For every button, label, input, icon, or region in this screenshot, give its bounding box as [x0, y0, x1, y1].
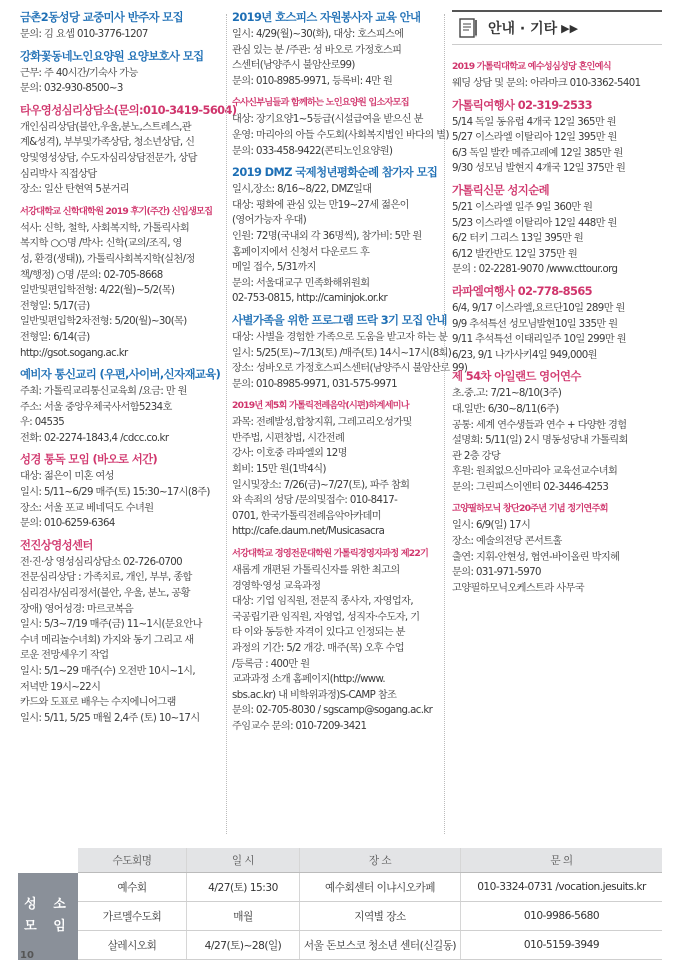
notice-line: 대상: 기업 임직원, 전문직 종사자, 자영업자, [232, 596, 414, 608]
section-header [452, 10, 662, 45]
notice-line: 6/3 독일 발칸 메쥬고레예 12일 385만 원 [452, 147, 623, 159]
table-cell: 예수회 [78, 873, 187, 902]
notice-line: 6/23, 9/1 나가사키4일 949,000원 [452, 349, 597, 361]
table-row [18, 931, 662, 960]
notice-section [20, 367, 220, 446]
notice-line: 주임교수 문의: 010-7209-3421 [232, 720, 367, 732]
notice-line: (영어가능자 우대) [232, 215, 307, 227]
notice-line: 복지학 ○○명 /박사: 신학(교의/조직, 영 [20, 238, 182, 250]
notice-line: 장소: 성바오로 가정호스피스센터(남양주시 불암산로 99) [232, 363, 468, 375]
notice-line: 문의: 010-8985-9971, 031-575-9971 [232, 378, 398, 390]
notice-line: 스센터(남양주시 불암산로99) [232, 60, 355, 72]
notice-line: 웨딩 상담 및 문의: 아라마크 010-3362-5401 [452, 78, 641, 89]
notice-title: 강화꽃동네노인요양원 요양보호사 모집 [20, 48, 204, 63]
notice-line: 일시: 5/11, 5/25 매월 2,4주 (토) 10~17시 [20, 712, 200, 724]
column-right [452, 10, 662, 602]
table-header-cell: 장 소 [300, 848, 461, 873]
notice-line: 경영학·영성 교육과정 [232, 580, 321, 592]
notice-line: 로운 전망세우기 작업 [20, 650, 109, 662]
notice-line: 문의: 031-971-5970 [452, 567, 541, 579]
table-cell: 매월 [187, 902, 300, 931]
notice-line: 일시: 5/3~7/19 매주(금) 11~1시(문요안나 [20, 619, 202, 631]
notice-section [20, 452, 220, 531]
notice-line: 문의: 김 요셉 010-3776-1207 [20, 29, 148, 40]
notice-section [20, 538, 220, 727]
notice-list [452, 59, 662, 596]
table-cell: 가르멜수도회 [78, 902, 187, 931]
notice-title: 고양필하모닉 창단20주년 기념 정기연주회 [452, 503, 608, 515]
notice-title: 예비자 통신교리 (우편,사이버,신자재교육) [20, 367, 221, 382]
notice-line: 일시: 4/29(월)~30(화), 대상: 호스피스에 [232, 29, 404, 40]
notice-section [452, 183, 662, 278]
notice-line: 9/30 성모님 발현지 4개국 12일 375만 원 [452, 163, 626, 175]
table-header-row [18, 848, 662, 873]
notice-title: 2019년 제5회 가톨릭전례음악(시편)하계세미나 [232, 400, 409, 412]
notice-line: 5/21 이스라엘 일주 9일 360만 원 [452, 201, 593, 213]
notice-title: 금촌2동성당 교중미사 반주자 모집 [20, 10, 184, 24]
table-cell: 010-3324-0731 /vocation.jesuits.kr [461, 873, 663, 902]
notice-line: 주최: 가톨릭교리통신교육회 /요금: 만 원 [20, 386, 187, 398]
notice-line: 대.일반: 6/30~8/11(6주) [452, 403, 559, 415]
notice-line: 과정의 기간: 5/2 개강. 매주(목) 오후 수업 [232, 643, 405, 654]
notice-line: 문의: 서울대교구 민족화해위원회 [232, 277, 370, 289]
notice-line: 전형일: 5/17(금) [20, 300, 90, 312]
notice-line: 9/11 추석특선 이태리일주 10일 299만 원 [452, 334, 626, 346]
notice-line: 일시,장소: 8/16~8/22, DMZ일대 [232, 184, 372, 196]
notice-line: 문의: 033-458-9422(콘티노인요양원) [232, 145, 393, 157]
notice-line: 전형일: 6/14(금) [20, 331, 90, 343]
notice-title: 서강대학교 신학대학원 2019 후기(주간) 신입생모집 [20, 205, 213, 217]
notice-section [232, 10, 438, 89]
notice-line: 6/4, 9/17 이스라엘,요르단10일 289만 원 [452, 302, 625, 314]
notice-line: 수녀 메리놀수녀회) 가지와 동기 그리고 새 [20, 634, 194, 646]
notice-line: 일반및편입학전형: 4/22(월)~5/2(목) [20, 285, 175, 297]
notice-section [232, 398, 438, 540]
table-cell: 서울 돈보스코 청소년 센터(신길동) [300, 931, 461, 960]
notice-line: 새롭게 개편된 가톨릭신자를 위한 최고의 [232, 565, 400, 577]
vocation-meetings-table [18, 848, 662, 960]
notice-title: 가톨릭여행사 02-319-2533 [452, 97, 592, 112]
notice-section [232, 95, 449, 159]
notice-line: 심리박사 직접상담 [20, 168, 97, 180]
notice-line: 석사: 신학, 철학, 사회복지학, 가톨릭사회 [20, 222, 190, 234]
notice-line: 관 2층 강당 [452, 450, 501, 462]
notice-section [20, 102, 237, 198]
notice-line: 문의: 010-6259-6364 [20, 518, 115, 530]
notice-line: 대상: 젊은이 미혼 여성 [20, 471, 114, 483]
notice-line: 타 이와 동등한 자격이 있다고 인정되는 분 [232, 627, 405, 639]
notice-line: 우: 04535 [20, 417, 65, 429]
notice-line: http://gsot.sogang.ac.kr [20, 347, 128, 359]
notice-line: 근무: 주 40시간/기숙사 가능 [20, 67, 138, 79]
notice-title: 성경 통독 모임 (바오로 서간) [20, 452, 158, 467]
notice-line: 교과과정 소개 홈페이지(http://www. [232, 674, 385, 686]
notice-line: 일시: 6/9(일) 17시 [452, 520, 531, 532]
table-cell: 010-9986-5680 [461, 902, 663, 931]
notice-line: 회비: 15만 원(1박4식) [232, 464, 326, 476]
notice-line: 설명회: 5/11(일) 2시 명동성당내 가톨릭회 [452, 435, 628, 447]
notice-line: 앙및영성상담, 수도자심리상담전문가, 상담 [20, 152, 197, 164]
column-middle [232, 10, 468, 741]
notice-section [452, 284, 662, 363]
notice-line: 장소: 일산 탄현역 5분거리 [20, 184, 130, 196]
notice-line: 출연: 지휘-안현성, 협연-바이올린 박지혜 [452, 551, 620, 563]
notice-line: 장소: 서울 포교 베네딕도 수녀원 [20, 502, 154, 514]
notice-line: 전문심리상담 : 가족치료, 개인, 부부, 종합 [20, 572, 192, 584]
notice-line: 문의 : 02-2281-9070 /www.cttour.org [452, 264, 618, 276]
notice-line: 주소: 서울 중앙우체국사서함5234호 [20, 401, 172, 413]
notice-section [232, 312, 468, 392]
notice-line: 반주법, 시편창법, 시간전례 [232, 432, 345, 444]
notice-line: 대상: 평화에 관심 있는 만19~27세 젊은이 [232, 199, 409, 211]
notice-line: 5/27 이스라엘 이탈리아 12일 395만 원 [452, 132, 617, 144]
table-header-cell: 일 시 [187, 848, 300, 873]
notice-line: 와 속죄의 성당 /문의및접수: 010-8417- [232, 495, 398, 507]
notice-line: 일반및편입학2차전형: 5/20(월)~30(목) [20, 316, 187, 328]
section-title: 안내 · 기타 [488, 21, 558, 37]
notice-title: 사별가족을 위한 프로그램 뜨락 3기 모집 안내 [232, 312, 447, 327]
notice-line: 일시: 5/1~29 매주(수) 오전반 10시~1시, [20, 666, 196, 677]
notice-line: 후원: 원죄없으신마리아 교육선교수녀회 [452, 466, 618, 478]
notice-line: 문의: 그린피스이엔티 02-3446-4253 [452, 481, 609, 493]
table-cell: 지역별 장소 [300, 902, 461, 931]
notice-line: 공통: 세계 연수생들과 연수 + 다양한 경험 [452, 419, 627, 431]
notice-line: 성, 환경(생태)), 가톨릭사회복지학(실천/정 [20, 253, 195, 265]
notice-line: sbs.ac.kr) 내 비학위과정)S-CAMP 참조 [232, 689, 397, 701]
notice-line: 문의: 02-705-8030 / sgscamp@sogang.ac.kr [232, 705, 433, 717]
notice-line: 초.중.고: 7/21~8/10(3주) [452, 388, 562, 400]
notice-title: 제 54차 아일랜드 영어연수 [452, 369, 581, 384]
notice-section [232, 165, 438, 307]
notice-line: 운영: 마리아의 아들 수도회(사회복지법인 바다의 별) [232, 129, 449, 141]
notice-line: 인원: 72명(국내외 각 36명씩), 참가비: 5만 원 [232, 230, 422, 242]
notice-title: 2019 가톨릭대학교 예수성심성당 혼인예식 [452, 61, 611, 72]
notice-line: 6/2 터키 그리스 13일 395만 원 [452, 233, 584, 245]
notice-section [20, 49, 220, 97]
notice-line: /등록금 : 400만 원 [232, 658, 310, 670]
notice-line: 6/12 발칸반도 12일 375만 원 [452, 248, 578, 260]
notice-line: 장소: 예술의전당 콘서트홀 [452, 536, 562, 548]
notice-line: 5/23 이스라엘 이탈리아 12일 448만 원 [452, 217, 617, 229]
notice-section [232, 546, 438, 735]
notice-section [452, 98, 662, 177]
notice-line: 책/행정) ○명 /문의: 02-705-8668 [20, 269, 163, 281]
notice-line: 전화: 02-2274-1843,4 /cdcc.co.kr [20, 432, 169, 444]
column-left [20, 10, 237, 732]
table-row [18, 902, 662, 931]
notice-line: 메일 접수, 5/31까지 [232, 262, 316, 274]
notice-title: 가톨릭신문 성지순례 [452, 182, 549, 197]
notice-line: 일시: 5/25(토)~7/13(토) /매주(토) 14시~17시(8회) [232, 347, 452, 359]
notice-section [452, 369, 662, 495]
table-side-label [18, 873, 78, 960]
table-header-cell: 수도회명 [78, 848, 187, 873]
table-cell: 살레시오회 [78, 931, 187, 960]
table-cell: 예수회센터 이냐시오카페 [300, 873, 461, 902]
notice-section [20, 204, 220, 361]
arrow-icons: ▶▶ [561, 21, 579, 35]
notice-line: 장애) 영어성경: 마르코복음 [20, 603, 134, 615]
notice-title: 라파엘여행사 02-778-8565 [452, 283, 592, 298]
notice-title: 수사신부님들과 함께하는 노인요양원 입소자모집 [232, 97, 409, 109]
notice-section [452, 501, 662, 596]
notice-line: http://cafe.daum.net/Musicasacra [232, 526, 385, 538]
table-corner [18, 848, 78, 873]
side-label-line: 성 소 [24, 897, 72, 912]
table-header-cell: 문 의 [461, 848, 663, 873]
notepad-icon [456, 16, 480, 40]
notice-line: 02-753-0815, http://caminjok.or.kr [232, 293, 388, 305]
notice-line: 일시: 5/11~6/29 매주(토) 15:30~17시(8주) [20, 487, 210, 499]
notice-line: 심리검사/심리정서(불안, 우울, 분노, 공황 [20, 588, 190, 600]
notice-line: 전·진·상 영성심리상담소 02-726-0700 [20, 556, 183, 568]
notice-section [20, 10, 220, 43]
notice-line: 5/14 독일 동유럽 4개국 12일 365만 원 [452, 116, 617, 128]
notice-line: 국공립기관 임직원, 자영업, 성직자·수도자, 기 [232, 611, 420, 623]
notice-section [452, 59, 662, 92]
notice-line: 과목: 전례발성,합창지휘, 그레고리오성가및 [232, 417, 412, 429]
side-label-line: 모 임 [24, 919, 72, 934]
notice-line: 대상: 사별을 경험한 가족으로 도움을 받고자 하는 분 [232, 331, 448, 343]
notice-line: 홈페이지에서 신청서 다운로드 후 [232, 246, 370, 258]
notice-line: 개인심리상담(불안,우울,분노,스트레스,관 [20, 121, 192, 133]
notice-line: 강사: 이호중 라파엘외 12명 [232, 448, 347, 460]
notice-title: 전진상영성센터 [20, 537, 93, 552]
notice-line: 0701, 한국가톨릭전례음악아카데미 [232, 510, 381, 522]
notice-title: 타우영성심리상담소(문의:010-3419-5604) [20, 102, 237, 117]
notice-line: 저녁반 19시~22시 [20, 681, 101, 693]
table-cell: 4/27(토)~28(일) [187, 931, 300, 960]
notice-line: 계&성격), 부부및가족상담, 청소년상담, 신 [20, 137, 195, 149]
notice-line: 문의: 032-930-8500~3 [20, 83, 123, 95]
notice-line: 일시및장소: 7/26(금)~7/27(토), 파주 참회 [232, 479, 410, 491]
notice-line: 대상: 장기요양1~5등급(시설급여을 받으신 분 [232, 114, 423, 126]
table-cell: 4/27(토) 15:30 [187, 873, 300, 902]
notice-line: 관심 있는 분 /주관: 성 바오로 가정호스피 [232, 44, 402, 56]
page-number: 10 [20, 950, 34, 961]
notice-line: 고양필하모닉오케스트라 사무국 [452, 582, 585, 594]
table-cell: 010-5159-3949 [461, 931, 663, 960]
notice-line: 카드와 도표로 배우는 수지에니어그램 [20, 697, 176, 709]
table-row [18, 873, 662, 902]
column-divider [226, 14, 227, 834]
notice-title: 2019년 호스피스 자원봉사자 교육 안내 [232, 10, 421, 24]
notice-line: 9/9 추석특선 성모님발현10일 335만 원 [452, 318, 618, 330]
notice-title: 서강대학교 경영전문대학원 가톨릭경영자과정 제22기 [232, 548, 429, 560]
column-divider [444, 14, 445, 834]
notice-line: 문의: 010-8985-9971, 등록비: 4만 원 [232, 75, 393, 87]
notice-title: 2019 DMZ 국제청년평화순례 참가자 모집 [232, 165, 438, 180]
